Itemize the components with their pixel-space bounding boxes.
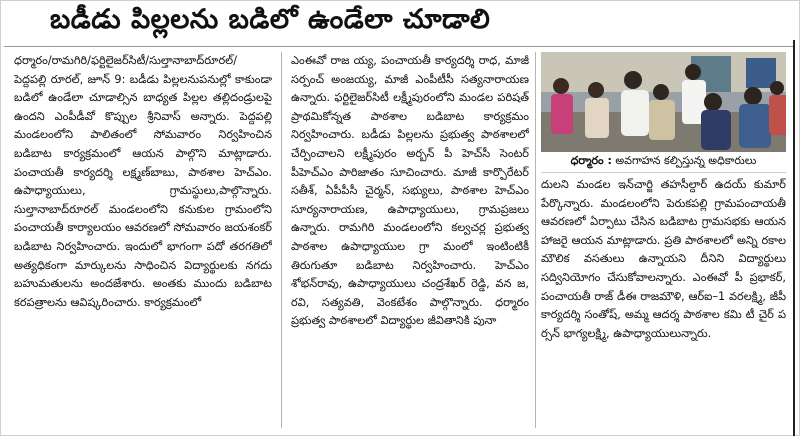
headline-rule	[4, 46, 794, 47]
page-edge-bar	[793, 40, 795, 436]
article-headline: బడీడు పిల్లలను బడిలో ఉండేలా చూడాలి	[50, 4, 491, 35]
news-photo-illustration	[541, 52, 786, 152]
column-2-text: ఎంఈవో రాజ య్య, పంచాయతీ కార్యదర్శి రాధ, మాజీ సర్పంచ్‌ అంజయ్య, మాజీ ఎంపీటీసీ సత్యనారాయణ ఉన్నారు. ఫర్టిలైజర్‌సిటీ లక్ష్మీపురంలోని మండల పరిషత్‌ ప్రాథమికోన్నత పాఠశాల బడిబాట కార్యక్రమం నిర్వహించారు. బడీడు పిల్లలను ప్రభుత్వ పాఠశాలలో చేర్పించాలని లక్ష్మీపురం అర్బన్‌ పీ హెచ్‌సీ సెంటర్‌ పీహెచ్‌ఎం పారిజాతం సూచించారు. మాజీ కార్పొరేటర్‌ సతీశ్‌, ఏపీపీసీ చైర్మన్‌, సభ్యులు, పాఠశాల హెచ్‌ఎం సూర్యనారాయణ, ఉపాధ్యాయులు, గ్రామప్రజలు ఉన్నారు. రామగిరి మండలంలోని కల్వచర్ల ప్రభుత్వ పాఠశాల ఉపాధ్యాయుల గ్రా మంలో ఇంటింటికీ తిరుగుతూ బడిబాట నిర్వహించారు. హెచ్‌ఎం శోభన్‌రావు, ఉపాధ్యాయులు చంద్రశేఖర్‌ రెడ్డి, వన జ, రవి, సత్యవతి, వెంకటేశం పాల్గొన్నారు. ధర్మారం ప్రభుత్వ పాఠశాలలో విద్యార్థుల జీవితానికి పునా	[291, 54, 529, 328]
article-column-3	[541, 176, 786, 426]
column-1-text: ధర్మారం/రామగిరి/ఫర్టిలైజర్‌సిటీ/సుల్తానాబాద్‌రూరల్‌/ పెద్దపల్లి రూరల్‌, జూన్‌ 9: బడీడు పిల్లలనుపనుల్లో కాకుండా బడిలో ఉండేలా చూడాల్సిన బాధ్యత పిల్లల తల్లిదండ్రులపై ఉందని ఎంపీడీవో కొప్పుల శ్రీనివాస్‌ అన్నారు. పెద్దపల్లి మండలంలోని పాలితంలో సోమవారం నిర్వహించిన బడిబాట కార్యక్రమంలో ఆయన పాల్గొని మాట్లాడారు. పంచాయతీ కార్యదర్శి లక్ష్మణ్‌బాబు, పాఠశాల హెచ్‌ఎం. ఉపాధ్యాయులు, గ్రామస్థులు,పాల్గొన్నారు. సుల్తానాబాద్‌రూరల్‌ మండలంలోని కనుకుల గ్రామంలోని పంచాయతీ కార్యాలయం ఆవరణలో సోమవారం జయశంకర్‌ బడిబాట నిర్వహించారు. ఇందులో భాగంగా పదో తరగతిలో అత్యధికంగా మార్కులను సాధించిన విద్యార్థులకు నగదు బహుమతులను అందజేశారు. అంతకు ముందు బడిబాట కరపత్రాలను ఆవిష్కరించారు. కార్యక్రమంలో	[14, 54, 272, 309]
article-column-1	[14, 52, 272, 432]
caption-place: ధర్మారం :	[570, 154, 612, 167]
column-divider-1	[281, 52, 282, 428]
news-photo	[541, 52, 786, 152]
article-column-2	[291, 52, 529, 432]
caption-text: అవగాహన కల్పిస్తున్న అధికారులు	[615, 154, 757, 167]
column-3-text: దులని మండల ఇన్‌చార్జి తహసీల్దార్‌ ఉదయ్‌ కుమార్‌ పేర్కొన్నారు. మండలంలోని పెరుకపల్లి గ్రామపంచాయతీ ఆవరణలో ఏర్పాటు చేసిన బడిబాట గ్రామసభకు ఆయన హాజరై ఆయన మాట్లాడారు. ప్రతి పాఠశాలలో అన్ని రకాల మౌలిక వసతులు ఉన్నాయని దీనిని విద్యార్థులు సద్వినియోగం చేసుకోవాలన్నారు. ఎంఈవో పీ ప్రభాకర్‌, పంచాయతీ రాజ్‌ డీఈ రాజమౌళి, ఆర్‌ఐ–1 వరలక్ష్మి, జీపీ కార్యదర్శి సంతోష్‌, అమ్మ ఆదర్శ పాఠశాల కమి టీ చైర్‌ ప ర్సన్‌ భాగ్యలక్ష్మి, ఉపాధ్యాయులున్నారు.	[541, 178, 786, 340]
photo-caption	[541, 154, 786, 173]
column-divider-2	[535, 52, 536, 428]
